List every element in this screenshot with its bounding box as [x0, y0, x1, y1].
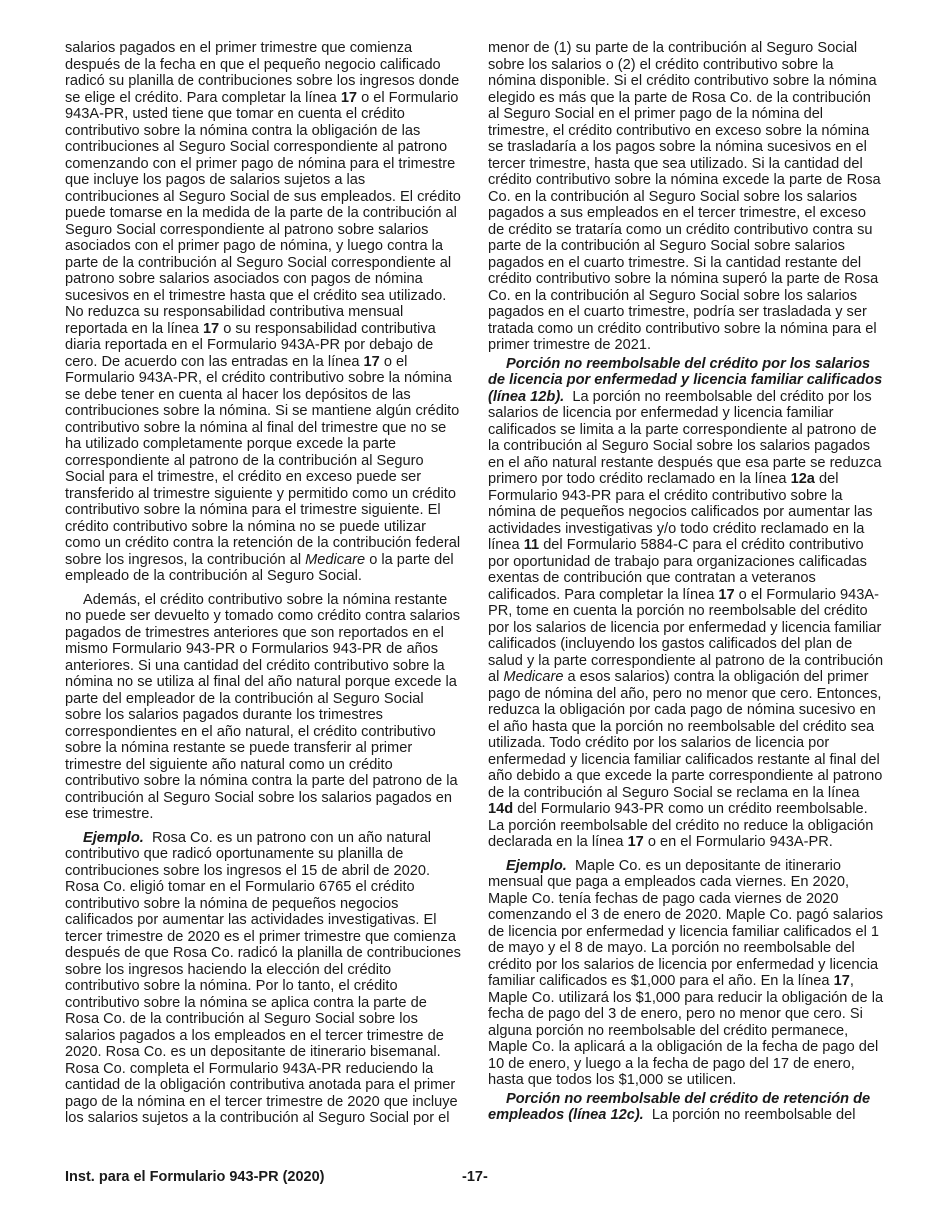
example-heading: Ejemplo. — [83, 829, 144, 846]
paragraph: menor de (1) su parte de la contribución al Seguro Social sobre los salarios o (2) el crédito contributivo sobre la nómina disponible. Si el crédito contributivo sobre la nómina elegido es más que la parte de Rosa Co. de la contribución al Seguro Social en el primer pago de la nómina del trimestre, el crédito contributivo en exceso sobre la nómina se trasladaría a los pagos sobre la nómina sucesivos en el tercer trimestre, hasta que sea utilizado. Si la cantidad del crédito contributivo sobre la nómina excede la parte de Rosa Co. en la contribución al Seguro Social sobre los salarios pagados a sus empleados en el tercer trimestre, el exceso de crédito se trataría como un crédito contributivo contra su parte de la contribución al Seguro Social sobre salarios pagados en el cuarto trimestre. Si la cantidad restante del crédito contributivo sobre la nómina superó la parte de Rosa Co. en la contribución al Seguro Social sobre los salarios pagados en el cuarto trimestre, podría ser trasladada y ser tratada como un crédito contributivo sobre la nómina para el primer trimestre de 2021. — [488, 40, 881, 353]
example-paragraph: Ejemplo. Maple Co. es un depositante de itinerario mensual que paga a empleados cada viernes. En 2020, Maple Co. tenía fechas de pago cada viernes de 2020 comenzando el 3 de enero de 2020. Maple Co. pagó salarios de licencia por enfermedad y licencia familiar calificados el 1 de mayo y el 8 de mayo. La porción no reembolsable del crédito por los salarios de licencia por enfermedad y licencia familiar calificados es $1,000 para el año. En la línea 17, Maple Co. utilizará los $1,000 para reducir la obligación de la fecha de pago del 3 de enero, pero no menor que cero. Si alguna porción no reembolsable del crédito permanece, Maple Co. la aplicará a la obligación de la fecha de pago del 10 de enero, y luego a la fecha de pago del 17 de enero, hasta que todos los $1,000 se utilicen. — [488, 857, 884, 1088]
paragraph: Además, el crédito contributivo sobre la nómina restante no puede ser devuelto y tomado como crédito contra salarios pagados de trimestres anteriores que son reportados en el mismo Formulario 943-PR o Formularios 943-PR de años anteriores. Si una cantidad del crédito contributivo sobre la nómina no se utiliza al final del año natural porque excede la parte del empleador de la contribución al Seguro Social sobre los salarios pagados durante los trimestres correspondientes en el año natural, el crédito contributivo sobre la nómina restante se puede transferir al primer trimestre del siguiente año natural como un crédito contributivo sobre la nómina contra la parte del patrono de la contribución al Seguro Social sobre los salarios pagados en ese trimestre. — [65, 591, 461, 822]
page-number: -17- — [462, 1169, 488, 1185]
section-heading: Porción no reembolsable del crédito de retención de empleados (línea 12c). — [488, 1090, 871, 1123]
example-heading: Ejemplo. — [506, 857, 567, 874]
section-paragraph: Porción no reembolsable del crédito por los salarios de licencia por enfermedad y licencia familiar calificados (línea 12b). La porción no reembolsable del crédito por los salarios de licencia por enfermedad y licencia familiar calificados se limita a la parte correspondiente al patrono de la contribución al Seguro Social sobre los salarios pagados en el año natural restante después que esa parte se reduzca primero por todo crédito reclamado en la línea 12a del Formulario 943-PR para el crédito contributivo sobre la nómina de pequeños negocios calificados por aumentar las actividades investigativas y/o todo crédito reclamado en la línea 11 del Formulario 5884-C para el crédito contributivo por oportunidad de trabajo para organizaciones calificadas exentas de contribución que contratan a veteranos calificados. Para completar la línea 17 o el Formulario 943A-PR, tome en cuenta la porción no reembolsable del crédito por los salarios de licencia por enfermedad y licencia familiar calificados (incluyendo los gastos calificados del plan de salud y la parte correspondiente al patrono de la contribución al Medicare a esos salarios) contra la obligación del primer pago de nómina del año, pero no menor que cero. Entonces, reduzca la obligación por cada pago de nómina sucesivo en el año hasta que la porción no reembolsable del crédito sea utilizada. Todo crédito por los salarios de licencia por enfermedad y licencia familiar calificados restante al final del año debido a que excede la parte correspondiente al patrono de la contribución al Seguro Social se reclama en la línea 14d del Formulario 943-PR como un crédito reembolsable. La porción reembolsable del crédito no reduce la obligación declarada en la línea 17 o en el Formulario 943A-PR. — [488, 355, 884, 850]
section-paragraph: Porción no reembolsable del crédito de retención de empleados (línea 12c). La porción no reembolsable del — [488, 1090, 871, 1123]
example-paragraph: Ejemplo. Rosa Co. es un patrono con un año natural contributivo que radicó oportunamente su planilla de contribuciones sobre los ingresos el 15 de abril de 2020. Rosa Co. eligió tomar en el Formulario 6765 el crédito contributivo sobre la nómina de pequeños negocios calificados por aumentar las actividades investigativas. El tercer trimestre de 2020 es el primer trimestre que comienza después de que Rosa Co. radicó la planilla de contribuciones sobre los ingresos haciendo la elección del crédito contributivo sobre la nómina. Por lo tanto, el crédito contributivo sobre la nómina se aplica contra la parte de Rosa Co. de la contribución al Seguro Social sobre los salarios pagados a los empleados en el tercer trimestre de 2020. Rosa Co. es un depositante de itinerario bisemanal. Rosa Co. completa el Formulario 943A-PR reduciendo la cantidad de la obligación contributiva anotada para el primer pago de la nómina en el tercer trimestre de 2020 que incluye los salarios sujetos a la contribución al Seguro Social por el — [65, 829, 461, 1126]
form-title: Inst. para el Formulario 943-PR (2020) — [65, 1169, 325, 1185]
page-footer — [65, 1169, 885, 1189]
paragraph: salarios pagados en el primer trimestre que comienza después de la fecha en que el pequeño negocio calificado radicó su planilla de contribuciones sobre los ingresos donde se elige el crédito. Para completar la línea 17 o el Formulario 943A-PR, usted tiene que tomar en cuenta el crédito contributivo sobre la nómina contra la obligación de las contribuciones al Seguro Social correspondiente al patrono comenzando con el primer pago de nómina para el trimestre que incluye los pagos de salarios sujetos a las contribuciones al Seguro Social de sus empleados. El crédito puede tomarse en la medida de la parte de la contribución al Seguro Social correspondiente al patrono sobre salarios asociados con el primer pago de nómina, y luego contra la parte de la contribución al Seguro Social correspondiente al patrono sobre salarios asociados con pagos de nómina sucesivos en el trimestre hasta que el crédito sea utilizado. No reduzca su responsabilidad contributiva mensual reportada en la línea 17 o su responsabilidad contributiva diaria reportada en el Formulario 943A-PR por debajo de cero. De acuerdo con las entradas en la línea 17 o el Formulario 943A-PR, el crédito contributivo sobre la nómina se debe tener en cuenta al hacer los depósitos de las contribuciones sobre la nómina. Si se mantiene algún crédito contributivo sobre la nómina al final del trimestre que no se ha utilizado completamente porque excede la parte correspondiente al patrono de la contribución al Seguro Social para el trimestre, el crédito en exceso puede ser transferido al trimestre siguiente y permitido como un crédito contributivo sobre la nómina para el trimestre siguiente. El crédito contributivo sobre la nómina no se puede utilizar como un crédito contra la retención de la contribución federal sobre los ingresos, la contribución al Medicare o la parte del empleado de la contribución al Seguro Social. — [65, 40, 461, 584]
right-column — [488, 40, 885, 1131]
left-column — [65, 40, 462, 1134]
section-heading: Porción no reembolsable del crédito por los salarios de licencia por enfermedad y licencia familiar calificados (línea 12b). — [488, 355, 883, 405]
